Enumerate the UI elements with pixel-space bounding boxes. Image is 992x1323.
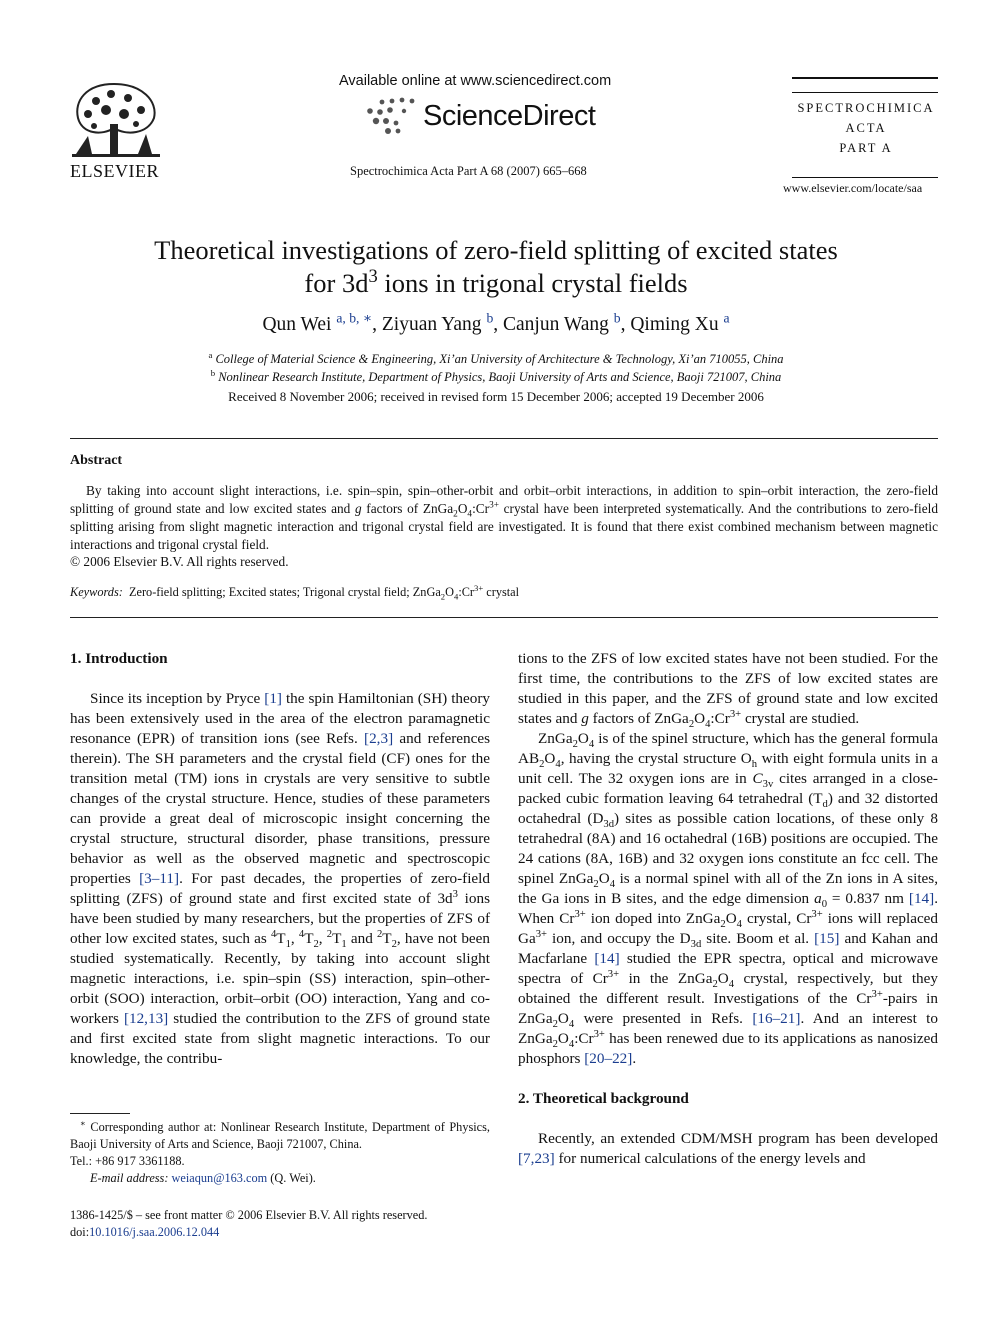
doi-link[interactable]: 10.1016/j.saa.2006.12.044 <box>89 1225 220 1239</box>
abstract-heading: Abstract <box>70 453 123 468</box>
citation-link[interactable]: [16–21] <box>752 1010 801 1027</box>
author-list: Qun Wei $^{a, b, ∗}$, Ziyuan Yang $^b$, Canjun Wang $^b$, Qiming Xu $^a$ <box>262 310 730 335</box>
abstract-copyright: © 2006 Elsevier B.V. All rights reserved. <box>70 554 289 569</box>
issn-line: 1386-1425/$ – see front matter © 2006 Elsevier B.V. All rights reserved. <box>70 1208 428 1222</box>
masthead-rule <box>792 92 938 93</box>
author-name: Qiming Xu <box>630 314 719 335</box>
masthead-line: SPECTROCHIMICA <box>797 101 935 115</box>
journal-url[interactable]: www.elsevier.com/locate/saa <box>783 181 923 195</box>
citation-link[interactable]: [3–11] <box>139 870 180 887</box>
citation-link[interactable]: [14] <box>908 890 935 907</box>
body-paragraph: $ZnGa_2O_4$ is of the spinel structure, which has the general formula $AB_2O_4$, having the crystal structure $O_h$ with eight formula units in a unit cell. The 32 oxygen ions are in $C_{3v}$ cites arranged in a close-packed cubic formation leaving 64 tetrahedral $(T_d)$ and 32 distorted octahedral $(D_{3d})$ sites as possible cation locations, of these only 8 tetrahedral (8A) and 16 octahedral (16B) positions are occupied. The 24 cations (8A, 16B) and 32 oxygen ions constitute an fcc cell. The spinel $ZnGa_2O_4$ is a normal spinel with all of the Zn ions in A sites, the Ga ions in B sites, and the edge dimension $a_0 = 0.837$ nm [14]. When $Cr^{3+}$ ion doped into $ZnGa_2O_4$ crystal, $Cr^{3+}$ ions will replaced $Ga^{3+}$ ion, and occupy the $D_{3d}$ site. Boom et al. [15] and Kahan and Macfarlane [14] studied the EPR spectra, optical and microwave spectra of $Cr^{3+}$ in the $ZnGa_2O_4$ crystal, respectively, but they obtained the different result. Investigations of the $Cr^{3+}$-pairs in $ZnGa_2O_4$ were presented in Refs. [16–21]. And an interest to $ZnGa_2O_4:Cr^{3+}$ has been renewed due to its applications as nanosized phosphors [20–22]. <box>518 730 939 1067</box>
keywords-label: Keywords: <box>70 585 123 599</box>
journal-masthead <box>792 98 940 158</box>
masthead-rule <box>792 77 938 79</box>
citation-link[interactable]: [1] <box>264 690 282 707</box>
email-link[interactable]: weiaqun@163.com <box>171 1171 268 1185</box>
body-paragraph: Since its inception by Pryce [1] the spin Hamiltonian (SH) theory has been extensively used in the area of the electron paramagnetic resonance (EPR) of transition ions (see Refs. [2,3] and references therein). The SH parameters and the crystal field (CF) ones for the transition metal (TM) ions in crystals are very sensitive to subtle changes of the crystal structure. Hence, studies of these parameters can provide a great deal of microscopic insight concerning the crystal structure, structural disorder, phase transitions, pressure behavior as well as the observed magnetic and spectroscopic properties [3–11]. For past decades, the properties of zero-field splitting (ZFS) of ground state and first excited state of $3d^3$ ions have been studied by many researchers, but the properties of ZFS of other low excited states, such as $^4T_1$, $^4T_2$, $^2T_1$ and $^2T_2$, have not been studied systematically. Recently, by taking into account slight magnetic interactions, i.e. spin–spin (SS) interaction, spin–other-orbit (SOO) interaction, orbit–orbit (OO) interaction, Yang and co-workers [12,13] studied the contribution to the ZFS of ground state and first excited state from slight magnetic interactions. To our knowledge, the contribu- <box>70 690 491 1067</box>
section-heading: 2. Theoretical background <box>518 1090 689 1107</box>
author-affiliation-mark[interactable]: a <box>723 310 730 326</box>
citation-link[interactable]: [7,23] <box>518 1150 555 1167</box>
author-affiliation-mark[interactable]: a, b, ∗ <box>336 310 373 326</box>
sciencedirect-wordmark: ScienceDirect <box>423 100 596 132</box>
keywords <box>70 582 520 602</box>
citation-link[interactable]: [15] <box>814 930 840 947</box>
journal-citation: Spectrochimica Acta Part A 68 (2007) 665–668 <box>350 164 587 178</box>
section-divider <box>70 617 938 618</box>
author-affiliation-mark[interactable]: b <box>613 310 621 326</box>
body-column-left <box>70 649 490 1069</box>
title-line-2-pre: for 3d <box>304 268 369 298</box>
publisher-name: ELSEVIER <box>70 161 159 181</box>
affiliation: $^b$ Nonlinear Research Institute, Department of Physics, Baoji University of Arts and Science, Baoji 721007, China <box>210 367 782 384</box>
body-paragraph: Recently, an extended CDM/MSH program has been developed [7,23] for numerical calculations of the energy levels and <box>518 1130 938 1167</box>
title-line-1: Theoretical investigations of zero-field splitting of excited states <box>154 235 838 265</box>
citation-link[interactable]: [12,13] <box>123 1010 169 1027</box>
body-paragraph: tions to the ZFS of low excited states have not been studied. For the first time, the contributions to the ZFS of low excited states are studied in this paper, and the ZFS of ground state and low excited states and g factors of $ZnGa_2O_4:Cr^{3+}$ crystal are studied. <box>518 650 938 731</box>
masthead-rule <box>792 177 938 178</box>
corresponding-author-footnote: ∗ Corresponding author at: Nonlinear Research Institute, Department of Physics, Baoji University of Arts and Science, Baoji 721007, China. Tel.: +86 917 3361188. E-mail address: weiaqun@163.com (Q. Wei). <box>70 1117 490 1185</box>
affiliation: $^a$ College of Material Science & Engineering, Xi’an University of Architecture & Technology, Xi’an 710055, China <box>208 349 784 366</box>
section-heading: 1. Introduction <box>70 650 168 667</box>
keywords-list: Zero-field splitting; Excited states; Trigonal crystal field; $ZnGa_2O_4:Cr^{3+}$ crystal <box>128 582 520 602</box>
article-title <box>100 234 892 300</box>
author-affiliation-mark[interactable]: b <box>486 310 494 326</box>
title-superscript: 3 <box>368 266 378 288</box>
received-dates: Received 8 November 2006; received in revised form 15 December 2006; accepted 19 December 2006 <box>228 389 764 404</box>
journal-header <box>0 0 992 200</box>
body-column-right <box>518 649 938 1169</box>
front-matter <box>70 1207 427 1241</box>
sciencedirect-dots-icon <box>362 97 420 142</box>
title-line-2-post: ions in trigonal crystal fields <box>377 268 688 298</box>
affiliations <box>100 350 892 386</box>
citation-link[interactable]: [14] <box>594 950 620 967</box>
section-divider <box>70 438 938 439</box>
footnote-rule <box>70 1113 130 1114</box>
abstract-text: By taking into account slight interactions, i.e. spin–spin, spin–other-orbit and orbit–orbit interactions, in addition to spin–orbit interaction, the zero-field splitting of ground state and low excited states and g factors of $ZnGa_2O_4:Cr^{3+}$ crystal have been interpreted systematically. And the contributions to zero-field splitting arising from slight magnetic interaction and trigonal crystal field are investigated. It is found that there exist combined mechanism between magnetic interactions and trigonal crystal field. <box>70 483 938 552</box>
author-name: Ziyuan Yang <box>381 314 482 335</box>
author-name: Qun Wei <box>262 314 332 335</box>
citation-link[interactable]: [2,3] <box>364 730 394 747</box>
masthead-line: ACTA <box>845 121 887 135</box>
masthead-line: PART A <box>839 141 893 155</box>
availability-line: Available online at www.sciencedirect.com <box>339 73 612 89</box>
author-name: Canjun Wang <box>503 314 609 335</box>
doi-line: doi:10.1016/j.saa.2006.12.044 <box>70 1225 220 1239</box>
citation-link[interactable]: [20–22] <box>584 1050 633 1067</box>
